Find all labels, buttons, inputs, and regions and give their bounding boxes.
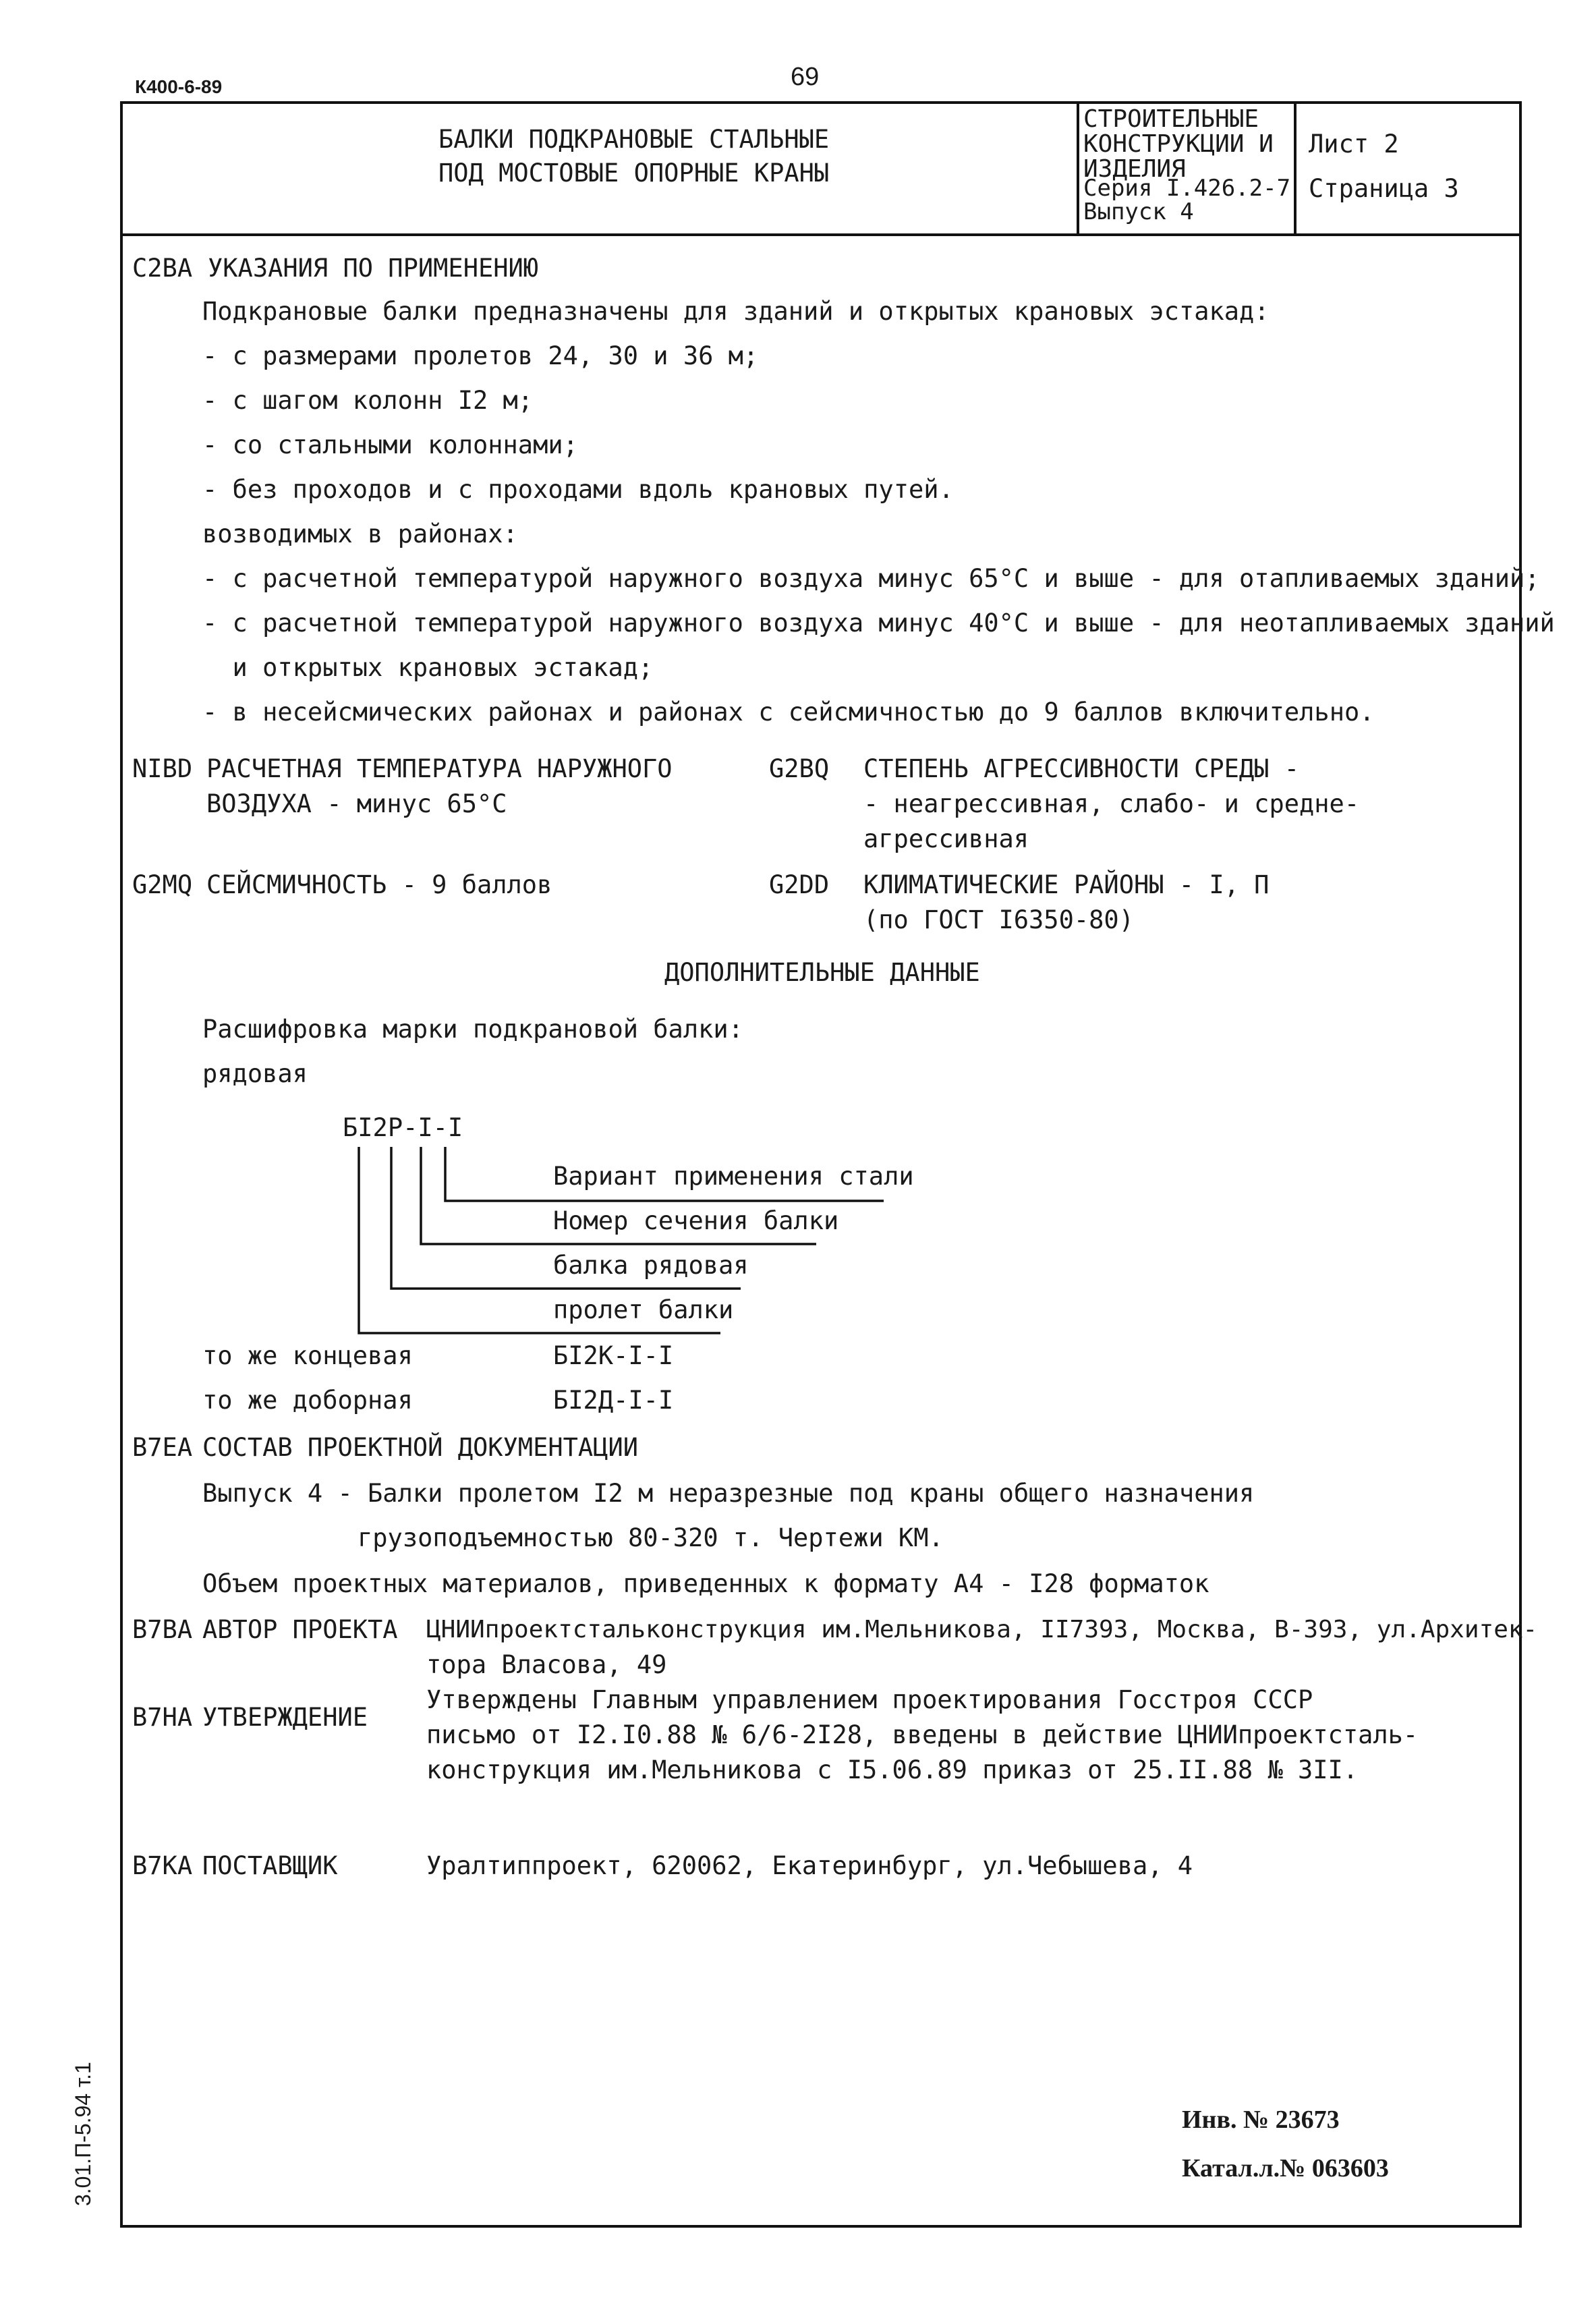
climate-line2: (по ГОСТ I6350-80) bbox=[863, 905, 1134, 934]
row-type: рядовая bbox=[202, 1059, 308, 1088]
inventory-number: Инв. № 23673 bbox=[1182, 2106, 1340, 2134]
header-vline-1 bbox=[1077, 101, 1079, 235]
catalog-number: Катал.л.№ 063603 bbox=[1182, 2154, 1389, 2182]
temp-line2: ВОЗДУХА - минус 65°С bbox=[206, 789, 507, 818]
header-issue: Выпуск 4 bbox=[1083, 198, 1194, 225]
approval-line2: письмо от I2.I0.88 № 6/6-2I28, введены в действие ЦНИИпроектсталь- bbox=[426, 1720, 1419, 1749]
region-item: - с расчетной температурой наружного воздуха минус 40°С и выше - для неотапливаемых зданий bbox=[202, 609, 1555, 638]
aggr-code: G2BQ bbox=[769, 754, 830, 783]
legend-span: пролет балки bbox=[553, 1295, 734, 1324]
side-note: 3.01.П-5.94 т.1 bbox=[71, 2062, 95, 2206]
climate-code: G2DD bbox=[769, 870, 830, 899]
end-label: то же концевая bbox=[202, 1341, 413, 1370]
extra-heading: ДОПОЛНИТЕЛЬНЫЕ ДАННЫЕ bbox=[664, 958, 980, 987]
usage-intro: Подкрановые балки предназначены для зданий и открытых крановых эстакад: bbox=[202, 297, 1270, 326]
usage-item: - без проходов и с проходами вдоль крановых путей. bbox=[202, 475, 954, 504]
usage-item: - со стальными колоннами; bbox=[202, 430, 578, 459]
usage-heading: УКАЗАНИЯ ПО ПРИМЕНЕНИЮ bbox=[208, 254, 539, 283]
author-label: АВТОР ПРОЕКТА bbox=[202, 1615, 398, 1644]
approval-line3: конструкция им.Мельникова с I5.06.89 приказ от 25.II.88 № 3II. bbox=[426, 1755, 1359, 1784]
header-category-2: КОНСТРУКЦИИ И bbox=[1083, 130, 1274, 158]
composition-line3: Объем проектных материалов, приведенных к формату А4 - I28 форматок bbox=[202, 1569, 1209, 1598]
add-label: то же доборная bbox=[202, 1386, 413, 1415]
legend-section: Номер сечения балки bbox=[553, 1206, 839, 1235]
legend-row: балка рядовая bbox=[553, 1251, 749, 1280]
temp-code: NIBD bbox=[132, 754, 193, 783]
aggr-line1: СТЕПЕНЬ АГРЕССИВНОСТИ СРЕДЫ - bbox=[863, 754, 1300, 783]
header-sheet: Лист 2 bbox=[1309, 130, 1399, 159]
supplier-code: B7KA bbox=[132, 1851, 193, 1880]
region-item: и открытых крановых эстакад; bbox=[202, 653, 654, 682]
beam-mark: БI2Р-I-I bbox=[343, 1113, 463, 1142]
header-series: Серия I.426.2-7 bbox=[1083, 175, 1291, 202]
usage-code: C2BA bbox=[132, 254, 193, 283]
legend-steel: Вариант применения стали bbox=[553, 1162, 914, 1191]
author-line2: тора Власова, 49 bbox=[426, 1650, 667, 1679]
region-item: - в несейсмических районах и районах с сейсмичностью до 9 баллов включительно. bbox=[202, 698, 1375, 727]
approval-label: УТВЕРЖДЕНИЕ bbox=[202, 1703, 368, 1732]
supplier-text: Уралтиппроект, 620062, Екатеринбург, ул.Чебышева, 4 bbox=[426, 1851, 1193, 1880]
approval-line1: Утверждены Главным управлением проектирования Госстроя СССР bbox=[426, 1685, 1313, 1714]
header-category-3: ИЗДЕЛИЯ bbox=[1083, 155, 1186, 183]
decode-title: Расшифровка марки подкрановой балки: bbox=[202, 1015, 743, 1044]
header-page: Страница 3 bbox=[1309, 174, 1459, 203]
approval-code: B7HA bbox=[132, 1703, 193, 1732]
supplier-label: ПОСТАВЩИК bbox=[202, 1851, 338, 1880]
regions-intro: возводимых в районах: bbox=[202, 519, 518, 548]
temp-line1: РАСЧЕТНАЯ ТЕМПЕРАТУРА НАРУЖНОГО bbox=[206, 754, 673, 783]
composition-heading: СОСТАВ ПРОЕКТНОЙ ДОКУМЕНТАЦИИ bbox=[202, 1433, 639, 1462]
composition-line2: грузоподъемностью 80-320 т. Чертежи КМ. bbox=[358, 1523, 944, 1552]
header-category-1: СТРОИТЕЛЬНЫЕ bbox=[1083, 105, 1259, 133]
usage-item: - с шагом колонн I2 м; bbox=[202, 386, 534, 415]
add-mark: БI2Д-I-I bbox=[553, 1386, 674, 1415]
aggr-line2: - неагрессивная, слабо- и средне- bbox=[863, 789, 1360, 818]
seism-text: СЕЙСМИЧНОСТЬ - 9 баллов bbox=[206, 870, 552, 899]
header-title-line1: БАЛКИ ПОДКРАНОВЫЕ СТАЛЬНЫЕ bbox=[438, 125, 830, 154]
climate-line1: КЛИМАТИЧЕСКИЕ РАЙОНЫ - I, П bbox=[863, 870, 1270, 899]
aggr-line3: агрессивная bbox=[863, 824, 1029, 853]
header-title-line2: ПОД МОСТОВЫЕ ОПОРНЫЕ КРАНЫ bbox=[438, 159, 830, 188]
end-mark: БI2К-I-I bbox=[553, 1341, 674, 1370]
header-vline-2 bbox=[1294, 101, 1296, 235]
composition-line1: Выпуск 4 - Балки пролетом I2 м неразрезные под краны общего назначения bbox=[202, 1479, 1255, 1508]
page-number: 69 bbox=[791, 63, 820, 91]
author-code: B7BA bbox=[132, 1615, 193, 1644]
composition-code: B7EA bbox=[132, 1433, 193, 1462]
header-divider bbox=[120, 233, 1522, 236]
region-item: - с расчетной температурой наружного воздуха минус 65°С и выше - для отапливаемых зданий; bbox=[202, 564, 1540, 593]
usage-item: - с размерами пролетов 24, 30 и 36 м; bbox=[202, 341, 759, 370]
seism-code: G2MQ bbox=[132, 870, 193, 899]
author-line1: ЦНИИпроектстальконструкция им.Мельникова, II7393, Москва, В-393, ул.Архитек- bbox=[426, 1616, 1538, 1643]
doc-code: К400-6-89 bbox=[135, 76, 223, 97]
